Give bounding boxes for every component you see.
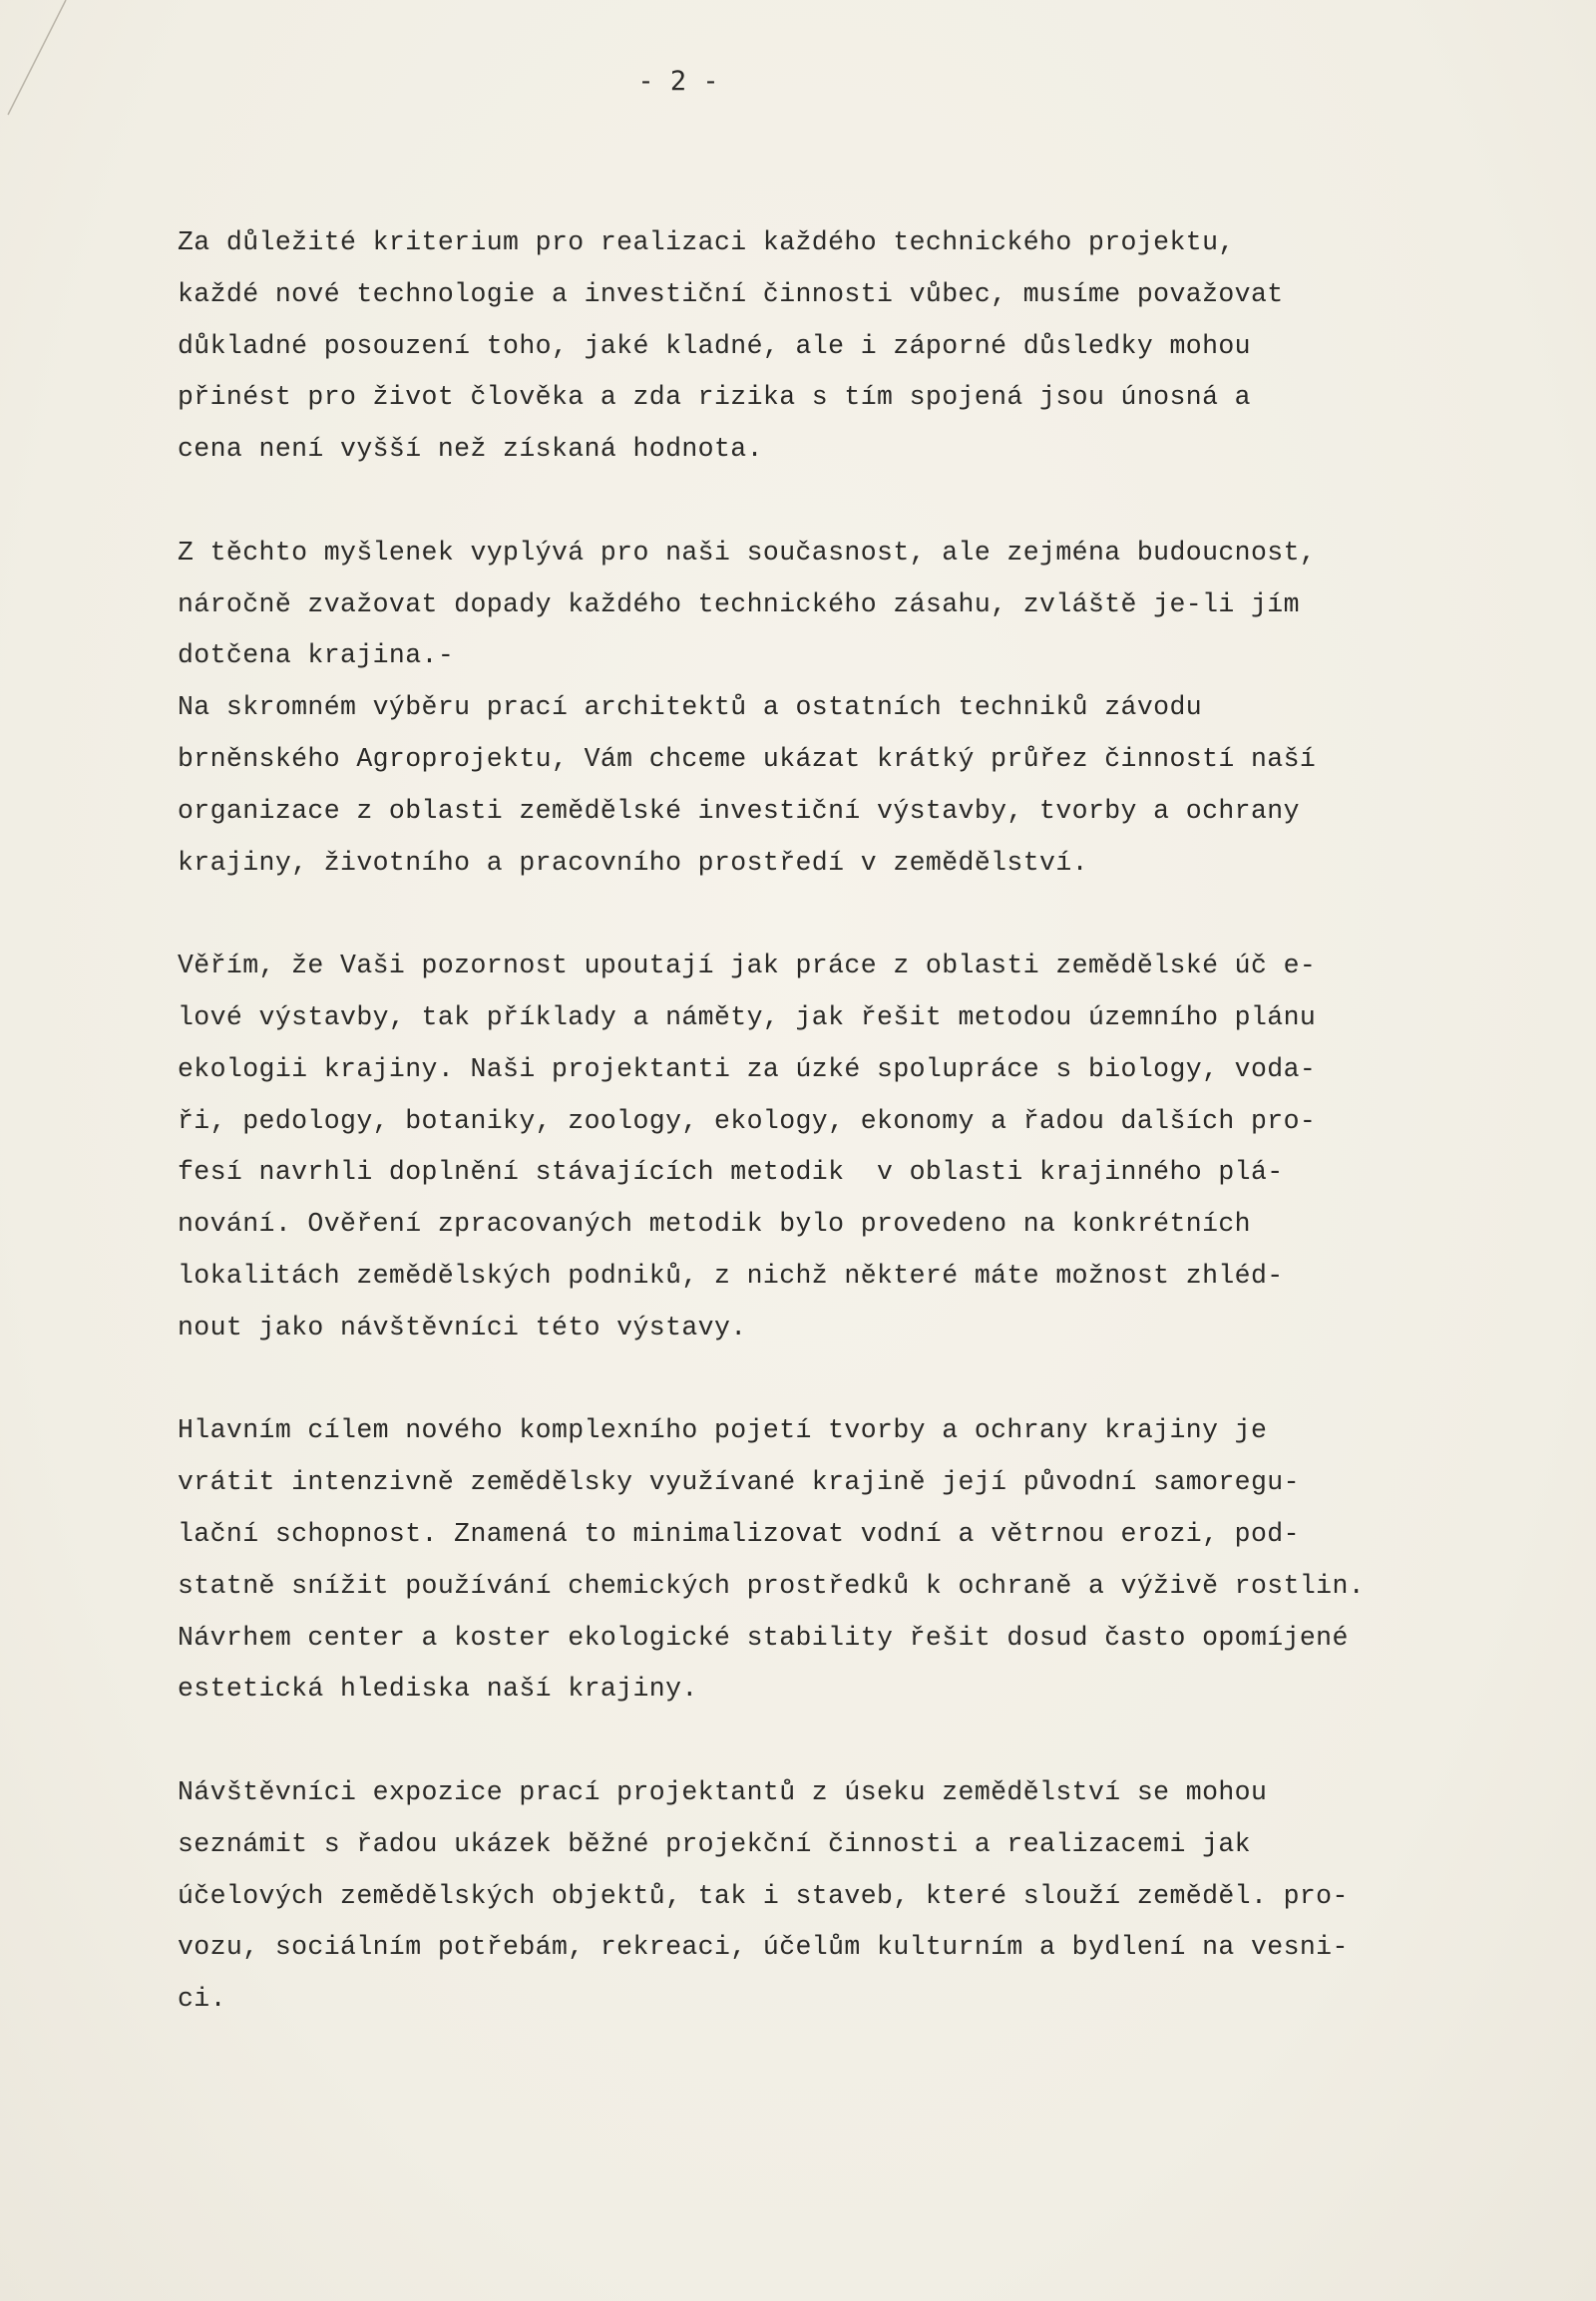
paragraph-2 bbox=[178, 528, 1474, 682]
text-line: krajiny, životního a pracovního prostředí v zemědělství. bbox=[178, 847, 1088, 878]
text-line: přinést pro život člověka a zda rizika s tím spojená jsou únosná a bbox=[178, 382, 1251, 413]
text-line: Věřím, že Vaši pozornost upoutají jak práce z oblasti zemědělské úč e- bbox=[178, 951, 1317, 981]
text-line: nout jako návštěvníci této výstavy. bbox=[178, 1312, 747, 1342]
document-body bbox=[178, 217, 1474, 2026]
text-line: seznámit s řadou ukázek běžné projekční činnosti a realizacemi jak bbox=[178, 1828, 1251, 1859]
text-line: vrátit intenzivně zemědělsky využívané krajině její původní samoregu- bbox=[178, 1467, 1300, 1498]
text-line: Hlavním cílem nového komplexního pojetí tvorby a ochrany krajiny je bbox=[178, 1415, 1268, 1446]
text-line: ekologii krajiny. Naši projektanti za úzké spolupráce s biology, voda- bbox=[178, 1053, 1317, 1084]
text-line: ři, pedology, botaniky, zoology, ekology, ekonomy a řadou dalších pro- bbox=[178, 1105, 1317, 1136]
text-line: důkladné posouzení toho, jaké kladné, ale i záporné důsledky mohou bbox=[178, 330, 1251, 361]
text-line: vozu, sociálním potřebám, rekreaci, účelům kulturním a bydlení na vesni- bbox=[178, 1932, 1349, 1963]
text-line: každé nové technologie a investiční činnosti vůbec, musíme považovat bbox=[178, 278, 1284, 309]
text-line: fesí navrhli doplnění stávajících metodik v oblasti krajinného plá- bbox=[178, 1157, 1284, 1188]
paragraph-1 bbox=[178, 217, 1474, 476]
text-line: Za důležité kriterium pro realizaci každého technického projektu, bbox=[178, 227, 1235, 257]
paragraph-5 bbox=[178, 1405, 1474, 1716]
text-line: Návrhem center a koster ekologické stability řešit dosud často opomíjené bbox=[178, 1622, 1349, 1653]
text-line: cena není vyšší než získaná hodnota. bbox=[178, 434, 763, 465]
text-line: Na skromném výběru prací architektů a ostatních techniků závodu bbox=[178, 692, 1203, 723]
text-line: nování. Ověření zpracovaných metodik bylo provedeno na konkrétních bbox=[178, 1209, 1251, 1240]
corner-fold-mark bbox=[0, 0, 80, 120]
text-line: brněnského Agroprojektu, Vám chceme ukázat krátký průřez činností naší bbox=[178, 743, 1317, 774]
text-line: lační schopnost. Znamená to minimalizovat vodní a větrnou erozi, pod- bbox=[178, 1518, 1300, 1549]
paragraph-4 bbox=[178, 941, 1474, 1353]
text-line: dotčena krajina.- bbox=[178, 640, 455, 671]
paragraph-6 bbox=[178, 1767, 1474, 2026]
text-line: statně snížit používání chemických prostředků k ochraně a výživě rostlin. bbox=[178, 1570, 1366, 1601]
text-line: Návštěvníci expozice prací projektantů z úseku zemědělství se mohou bbox=[178, 1776, 1268, 1807]
text-line: účelových zemědělských objektů, tak i staveb, které slouží zeměděl. pro- bbox=[178, 1880, 1349, 1911]
text-line: lokalitách zemědělských podniků, z nichž některé máte možnost zhléd- bbox=[178, 1260, 1284, 1291]
text-line: organizace z oblasti zemědělské investiční výstavby, tvorby a ochrany bbox=[178, 795, 1300, 826]
text-line: náročně zvažovat dopady každého technického zásahu, zvláště je-li jím bbox=[178, 588, 1300, 619]
text-line: lové výstavby, tak příklady a náměty, jak řešit metodou územního plánu bbox=[178, 1001, 1317, 1032]
text-line: ci. bbox=[178, 1984, 226, 2015]
paragraph-3 bbox=[178, 682, 1474, 889]
page-number: - 2 - bbox=[637, 66, 719, 97]
text-line: estetická hlediska naší krajiny. bbox=[178, 1674, 698, 1705]
text-line: Z těchto myšlenek vyplývá pro naši současnost, ale zejména budoucnost, bbox=[178, 537, 1317, 568]
